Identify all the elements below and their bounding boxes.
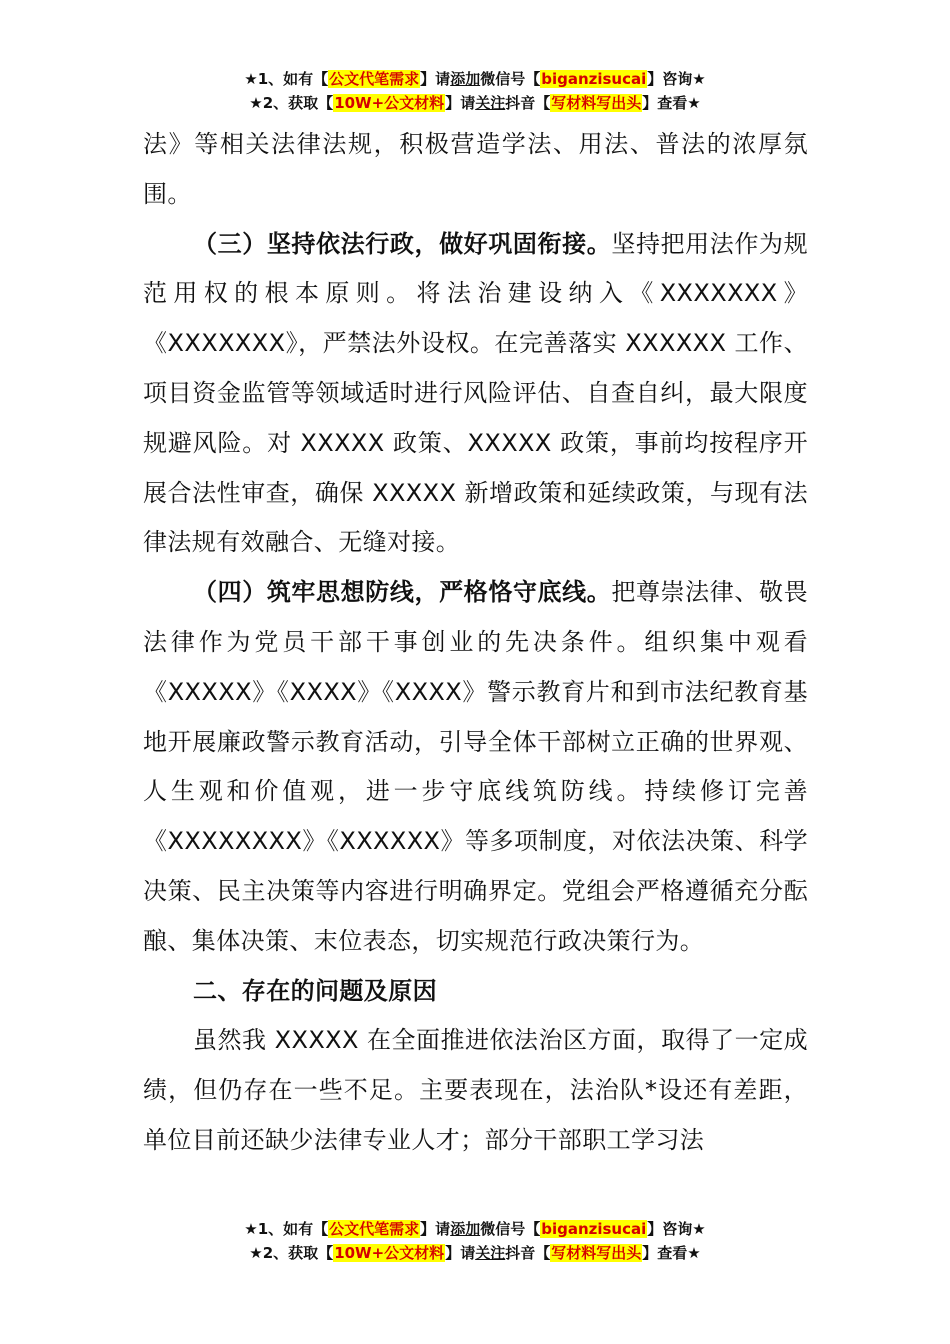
banner-line-1: ★1、如有【公文代笔需求】请添加微信号【biganzisucai】咨询★ bbox=[244, 1220, 706, 1238]
section-3-body: 坚持把用法作为规范用权的根本原则。将法治建设纳入《XXXXXXX》《XXXXXXX》，严禁法外设权。在完善落实 XXXXXX 工作、项目资金监管等领域适时进行风险评估、自查自纠，最大限度规避风险。对 XXXXX 政策、XXXXX 政策，事前均按程序开展合法性审查，确保 XXXXX 新增政策和延续政策，与现有法律法规有效融合、无缝对接。 bbox=[143, 229, 808, 557]
section-4-heading: （四）筑牢思想防线，严格恪守底线。 bbox=[193, 578, 612, 607]
banner-line-1: ★1、如有【公文代笔需求】请添加微信号【biganzisucai】咨询★ bbox=[244, 70, 706, 88]
highlight-materials: 10W+公文材料 bbox=[334, 94, 445, 112]
paragraph-section-3 bbox=[143, 220, 808, 569]
paragraph-section-4 bbox=[143, 568, 808, 966]
highlight-douyin: 写材料写出头 bbox=[551, 1244, 642, 1262]
section-2-heading: 二、存在的问题及原因 bbox=[193, 976, 437, 1005]
paragraph-continued: 法》等相关法律法规，积极营造学法、用法、普法的浓厚氛围。 bbox=[143, 130, 808, 208]
highlight-service: 公文代笔需求 bbox=[329, 70, 420, 88]
document-body bbox=[143, 120, 808, 1166]
highlight-service: 公文代笔需求 bbox=[329, 1220, 420, 1238]
highlight-douyin: 写材料写出头 bbox=[551, 94, 642, 112]
highlight-materials: 10W+公文材料 bbox=[334, 1244, 445, 1262]
section-4-body: 把尊崇法律、敬畏法律作为党员干部干事创业的先决条件。组织集中观看《XXXXX》《XXXX》《XXXX》警示教育片和到市法纪教育基地开展廉政警示教育活动，引导全体干部树立正确的世界观、人生观和价值观，进一步守底线筑防线。持续修订完善《XXXXXXXX》《XXXXXX》等多项制度，对依法决策、科学决策、民主决策等内容进行明确界定。党组会严格遵循充分酝酿、集体决策、末位表态，切实规范行政决策行为。 bbox=[143, 578, 808, 955]
banner-line-2: ★2、获取【10W+公文材料】请关注抖音【写材料写出头】查看★ bbox=[249, 1244, 701, 1262]
header-banner bbox=[0, 67, 950, 115]
highlight-wechat-id: biganzisucai bbox=[541, 1220, 647, 1238]
footer-banner bbox=[0, 1217, 950, 1265]
banner-line-2: ★2、获取【10W+公文材料】请关注抖音【写材料写出头】查看★ bbox=[249, 94, 701, 112]
paragraph-problems: 虽然我 XXXXX 在全面推进依法治区方面，取得了一定成绩，但仍存在一些不足。主要表现在，法治队*设还有差距，单位目前还缺少法律专业人才；部分干部职工学习法 bbox=[143, 1026, 808, 1154]
highlight-wechat-id: biganzisucai bbox=[541, 70, 647, 88]
section-3-heading: （三）坚持依法行政，做好巩固衔接。 bbox=[193, 229, 612, 258]
